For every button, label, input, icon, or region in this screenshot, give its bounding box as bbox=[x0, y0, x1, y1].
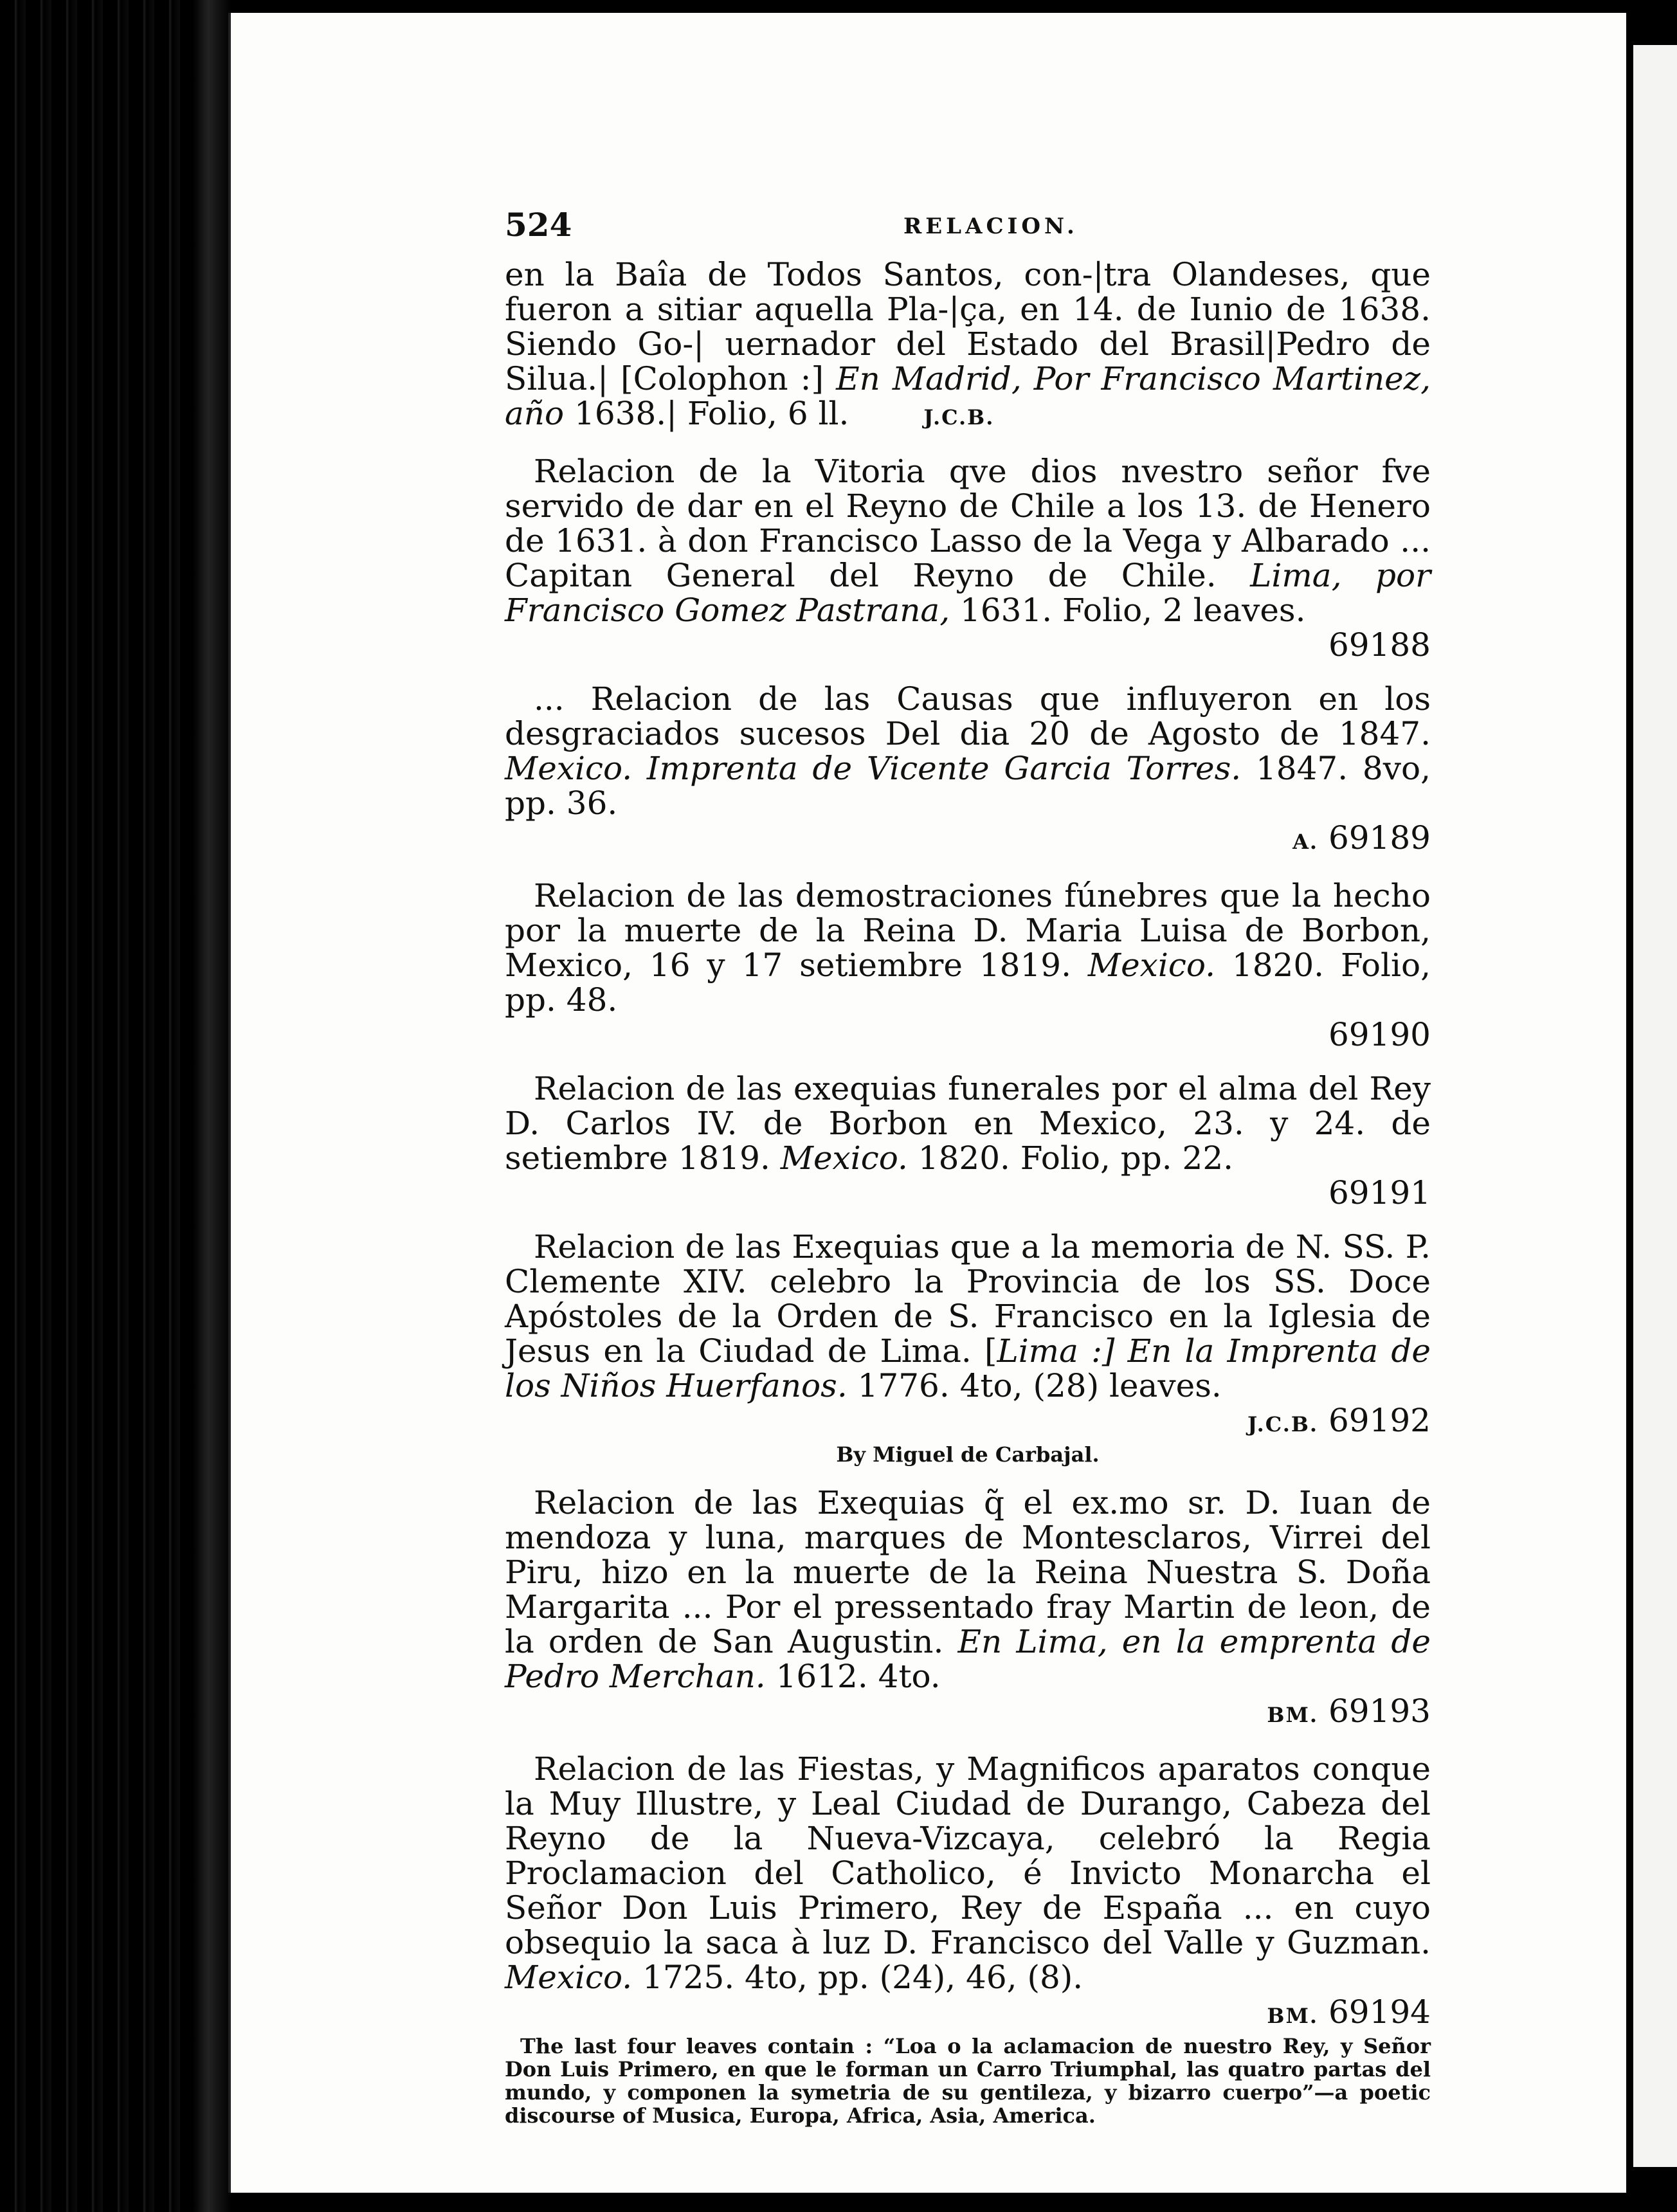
running-head bbox=[505, 206, 1431, 257]
entry-tail: 1820. Folio, pp. 48. bbox=[505, 947, 1431, 1019]
entry-imprint: En Madrid, Por Francisco Martinez, año bbox=[505, 360, 1431, 432]
entry-69193 bbox=[505, 1485, 1431, 1732]
entry-text: en la Baîa de Todos Santos, con-|tra Olandeses, que fueron a sitiar aquella Pla-|ça, en 14. de Iunio de 1638. Siendo Go-| uernador del Estado del Brasil|Pedro de Silua.| [Colophon :] bbox=[505, 256, 1431, 397]
entry-note: By Miguel de Carbajal. bbox=[836, 1442, 1100, 1467]
page-number: 524 bbox=[505, 206, 572, 244]
entry-tail: 1638.| Folio, 6 ll. bbox=[564, 395, 849, 432]
entry-source: J.C.B. bbox=[923, 405, 995, 430]
entry-69194 bbox=[505, 1752, 1431, 2033]
text-block bbox=[505, 206, 1431, 2127]
entry-end bbox=[505, 820, 1431, 859]
entry-source: BM. bbox=[1267, 2004, 1319, 2028]
entry-69191 bbox=[505, 1071, 1431, 1210]
entry-number: 69189 bbox=[1328, 819, 1431, 857]
entry-tail: 1820. Folio, pp. 22. bbox=[907, 1139, 1234, 1177]
entry-tail: 1725. 4to, pp. (24), 46, (8). bbox=[632, 1959, 1083, 1996]
entry-number: 69192 bbox=[1328, 1402, 1431, 1439]
entry-imprint: Mexico. bbox=[505, 1959, 633, 1996]
book-spine bbox=[0, 0, 225, 2212]
entry-imprint: Lima, por Francisco Gomez Pastrana, bbox=[505, 557, 1431, 629]
entry-imprint: Lima :] En la Imprenta de los Niños Huerfanos. bbox=[505, 1332, 1431, 1404]
entry-number: 69193 bbox=[1328, 1692, 1431, 1730]
entry-69192 bbox=[505, 1229, 1431, 1442]
entry-text: Relacion de las Exequias que a la memoria de N. SS. P. Clemente XIV. celebro la Provincia de los SS. Doce Apóstoles de la Orden de S. Francisco en la Iglesia de Jesus en la Ciudad de Lima. [ bbox=[505, 1228, 1431, 1370]
entry-text: Relacion de las demostraciones fúnebres que la hecho por la muerte de la Reina D. Maria Luisa de Borbon, Mexico, 16 y 17 setiembre 1819. bbox=[505, 877, 1431, 984]
entry-tail: 1847. 8vo, pp. 36. bbox=[505, 750, 1431, 822]
entry-source: J.C.B. bbox=[1247, 1412, 1319, 1437]
spine-edge bbox=[193, 0, 231, 2212]
entry-number: 69194 bbox=[1328, 1993, 1431, 2031]
entry-end bbox=[505, 1403, 1431, 1442]
entry-imprint: Mexico. bbox=[780, 1139, 908, 1177]
entry-tail: 1631. Folio, 2 leaves. bbox=[950, 592, 1306, 629]
footnote: The last four leaves contain : “Loa o la aclamacion de nuestro Rey, y Señor Don Luis Primero, en que le forman un Carro Triumphal, las quatro partas del mundo, y componen la symetria de su gentileza, y bizarro cuerpo”—a poetic discourse of Musica, Europa, Africa, Asia, America. bbox=[505, 2034, 1431, 2128]
entry-text: Relacion de las Fiestas, y Magnificos aparatos conque la Muy Illustre, y Leal Ciudad de Durango, Cabeza del Reyno de la Nueva-Vizcaya, celebró la Regia Proclamacion del Catholico, é Invicto Monarcha el Señor Don Luis Primero, Rey de España ... en cuyo obsequio la saca à luz D. Francisco del Valle y Guzman. bbox=[505, 1750, 1431, 1961]
entry-number: 69190 bbox=[1328, 1016, 1431, 1053]
entry-text: Relacion de la Vitoria qve dios nvestro señor fve servido de dar en el Reyno de Chile a los 13. de Henero de 1631. à don Francisco Lasso de la Vega y Albarado ... Capitan General del Reyno de Chile. bbox=[505, 453, 1431, 594]
entry-text: ... Relacion de las Causas que influyeron en los desgraciados sucesos Del dia 20 de Agosto de 1847. bbox=[505, 680, 1431, 752]
entry-source: A. bbox=[1292, 830, 1319, 854]
entry-continued bbox=[505, 257, 1431, 435]
entry-end bbox=[505, 1017, 1431, 1052]
entry-69189 bbox=[505, 682, 1431, 859]
entry-69190 bbox=[505, 878, 1431, 1052]
entry-69188 bbox=[505, 454, 1431, 662]
entry-source: BM. bbox=[1267, 1703, 1319, 1727]
entry-imprint: Mexico. Imprenta de Vicente Garcia Torres. bbox=[505, 750, 1242, 787]
entry-imprint: En Lima, en la emprenta de Pedro Merchan. bbox=[505, 1623, 1431, 1695]
entry-text: Relacion de las Exequias q̃ el ex.mo sr. D. Iuan de mendoza y luna, marques de Montesclaros, Virrei del Piru, hizo en la muerte de la Reina Nuestra S. Doña Margarita ... Por el pressentado fray Martin de leon, de la orden de San Augustin. bbox=[505, 1484, 1431, 1660]
entry-end bbox=[505, 1694, 1431, 1732]
running-title: RELACION. bbox=[903, 213, 1078, 239]
entry-number: 69188 bbox=[1328, 626, 1431, 664]
entry-end bbox=[505, 628, 1431, 662]
entry-end bbox=[505, 1175, 1431, 1210]
next-page-sliver bbox=[1633, 45, 1677, 2167]
entry-imprint: Mexico. bbox=[1087, 947, 1215, 984]
entry-tail: 1612. 4to. bbox=[765, 1658, 941, 1695]
entry-text: Relacion de las exequias funerales por el alma del Rey D. Carlos IV. de Borbon en Mexico, 23. y 24. de setiembre 1819. bbox=[505, 1070, 1431, 1177]
entry-number: 69191 bbox=[1328, 1174, 1431, 1211]
entry-tail: 1776. 4to, (28) leaves. bbox=[847, 1367, 1222, 1404]
entry-end bbox=[505, 1995, 1431, 2033]
